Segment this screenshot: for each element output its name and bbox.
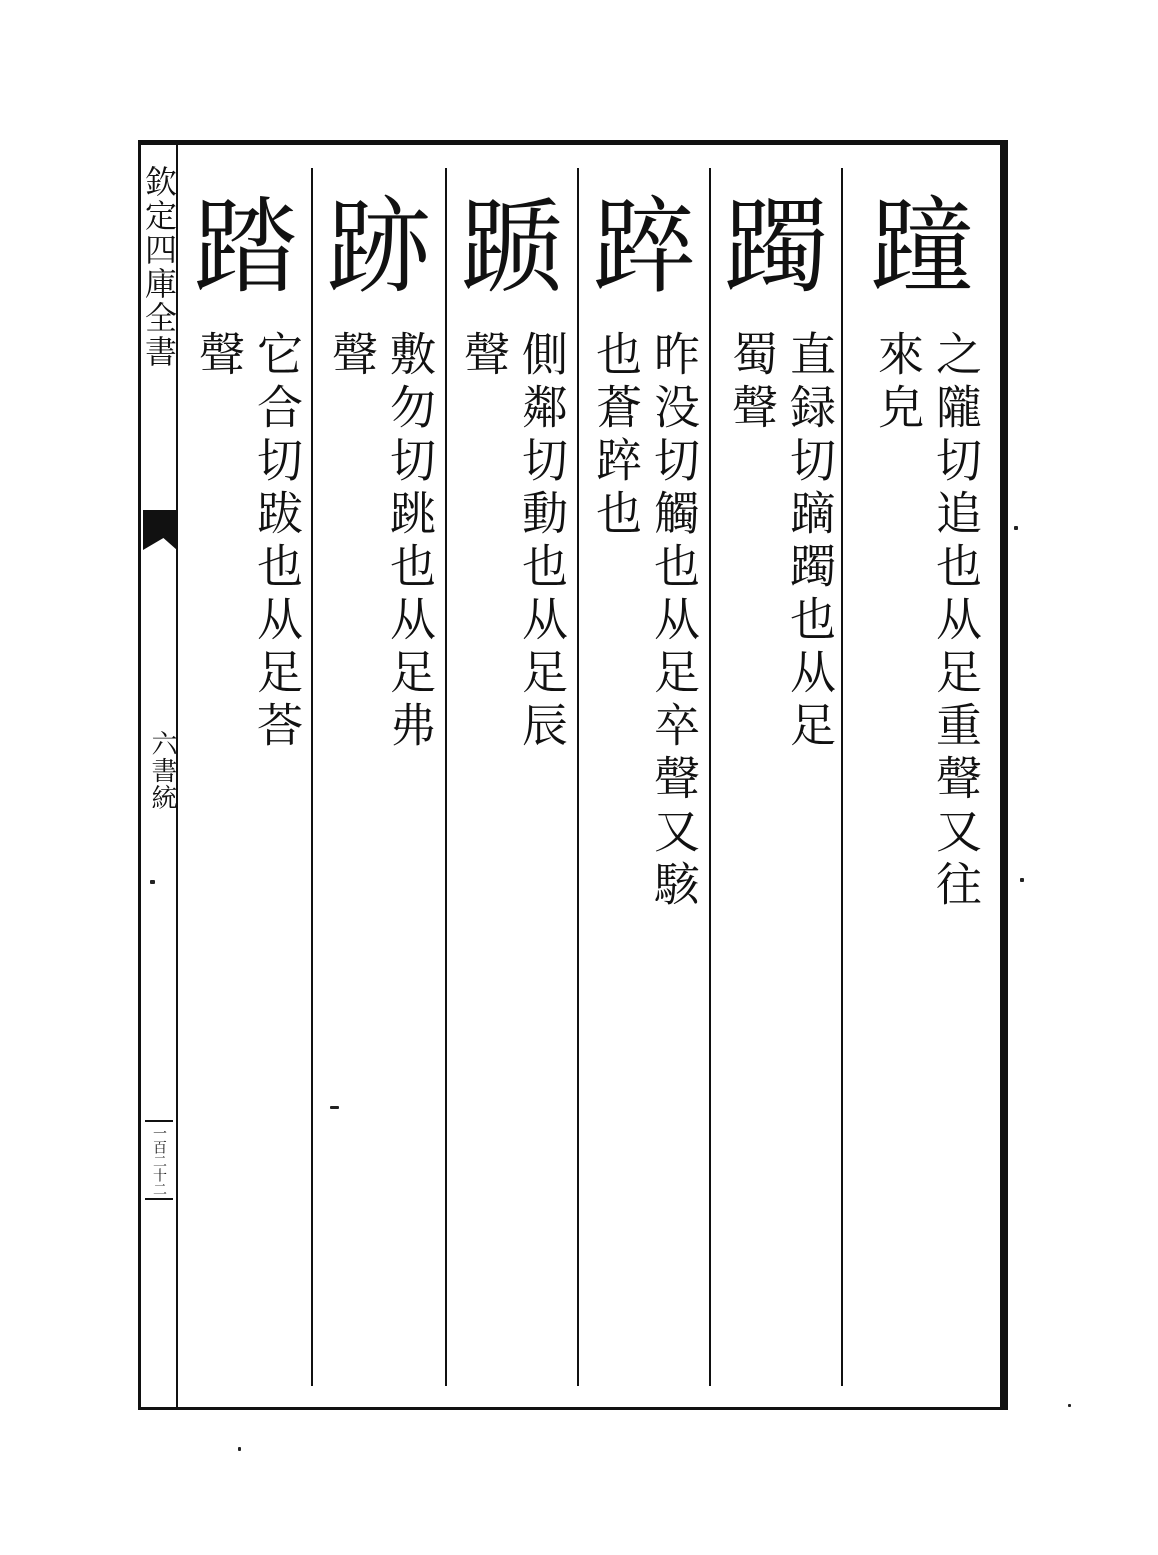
- seal-script-glyph: 踏: [193, 186, 298, 308]
- fish-tail-mark: [143, 510, 177, 550]
- entry-gloss: 之隴切追也从足重聲又往來皃: [871, 330, 983, 913]
- seal-script-glyph: 蹱: [869, 186, 974, 308]
- entry-gloss: 敷勿切跳也从足弗聲: [325, 330, 437, 754]
- scan-speck: [330, 1106, 339, 1109]
- page-number: 一百二十二: [151, 1126, 167, 1196]
- scan-speck: [1014, 526, 1018, 530]
- scan-speck: [238, 1447, 241, 1451]
- scan-speck: [150, 880, 155, 884]
- entry-gloss: 昨没切觸也从足卒聲又駭也蒼踤也: [589, 330, 701, 913]
- dictionary-entry: [447, 168, 577, 1386]
- seal-script-glyph: 踬: [459, 186, 564, 308]
- seal-script-glyph: 跡: [326, 186, 431, 308]
- dictionary-entry: [711, 168, 841, 1386]
- margin-gutter: [138, 145, 178, 1407]
- entry-gloss: 它合切跋也从足荅聲: [192, 330, 304, 754]
- scan-speck: [1068, 1404, 1071, 1407]
- page-number-box: [145, 1120, 173, 1200]
- collection-title: 欽定四庫全書: [140, 165, 178, 369]
- dictionary-entry: [180, 168, 311, 1386]
- seal-script-glyph: 踤: [591, 186, 696, 308]
- entry-gloss: 側鄰切動也从足辰聲: [457, 330, 569, 754]
- dictionary-entry: [313, 168, 445, 1386]
- book-title: 六書統: [147, 730, 177, 811]
- seal-script-glyph: 躅: [723, 186, 828, 308]
- entry-gloss: 直録切蹢躅也从足蜀聲: [725, 330, 837, 754]
- dictionary-entry: [843, 168, 1000, 1386]
- dictionary-entry: [579, 168, 709, 1386]
- scan-speck: [1020, 878, 1024, 882]
